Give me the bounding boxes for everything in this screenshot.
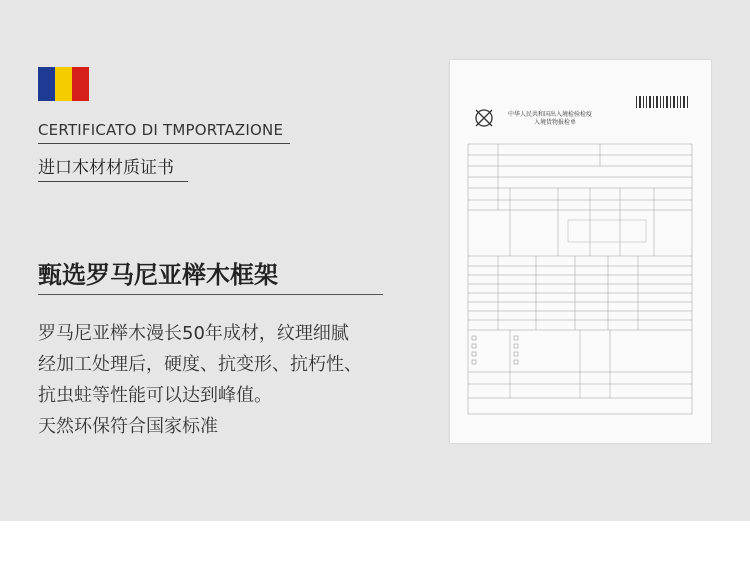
certificate-title-en: CERTIFICATO DI TMPORTAZIONE <box>38 121 284 139</box>
document-subheading: 入境货物报检单 <box>534 119 577 126</box>
description-line: 抗虫蛀等性能可以达到峰值。 <box>38 385 272 406</box>
form-grid <box>468 144 692 414</box>
divider <box>38 181 188 182</box>
certificate-document-image <box>450 60 711 443</box>
document-heading: 中华人民共和国出入境检验检疫 <box>508 111 593 118</box>
description-line: 天然环保符合国家标准 <box>38 416 218 437</box>
flag-stripe-yellow <box>55 67 72 101</box>
checkbox-column <box>472 336 518 364</box>
description-line: 经加工处理后，硬度、抗变形、抗朽性、 <box>38 354 362 375</box>
divider <box>38 294 383 295</box>
description <box>38 318 408 442</box>
flag-stripe-blue <box>38 67 55 101</box>
stamp-mark <box>568 220 646 242</box>
romania-flag-icon <box>38 67 89 101</box>
page-headline: 甄选罗马尼亚榉木框架 <box>38 261 278 289</box>
description-line: 罗马尼亚榉木漫长50年成材，纹理细腻 <box>38 323 349 344</box>
divider <box>38 143 290 144</box>
inspection-emblem-icon <box>476 110 492 126</box>
certificate-title-cn: 进口木材材质证书 <box>38 158 174 178</box>
flag-stripe-red <box>72 67 89 101</box>
barcode <box>636 96 688 108</box>
